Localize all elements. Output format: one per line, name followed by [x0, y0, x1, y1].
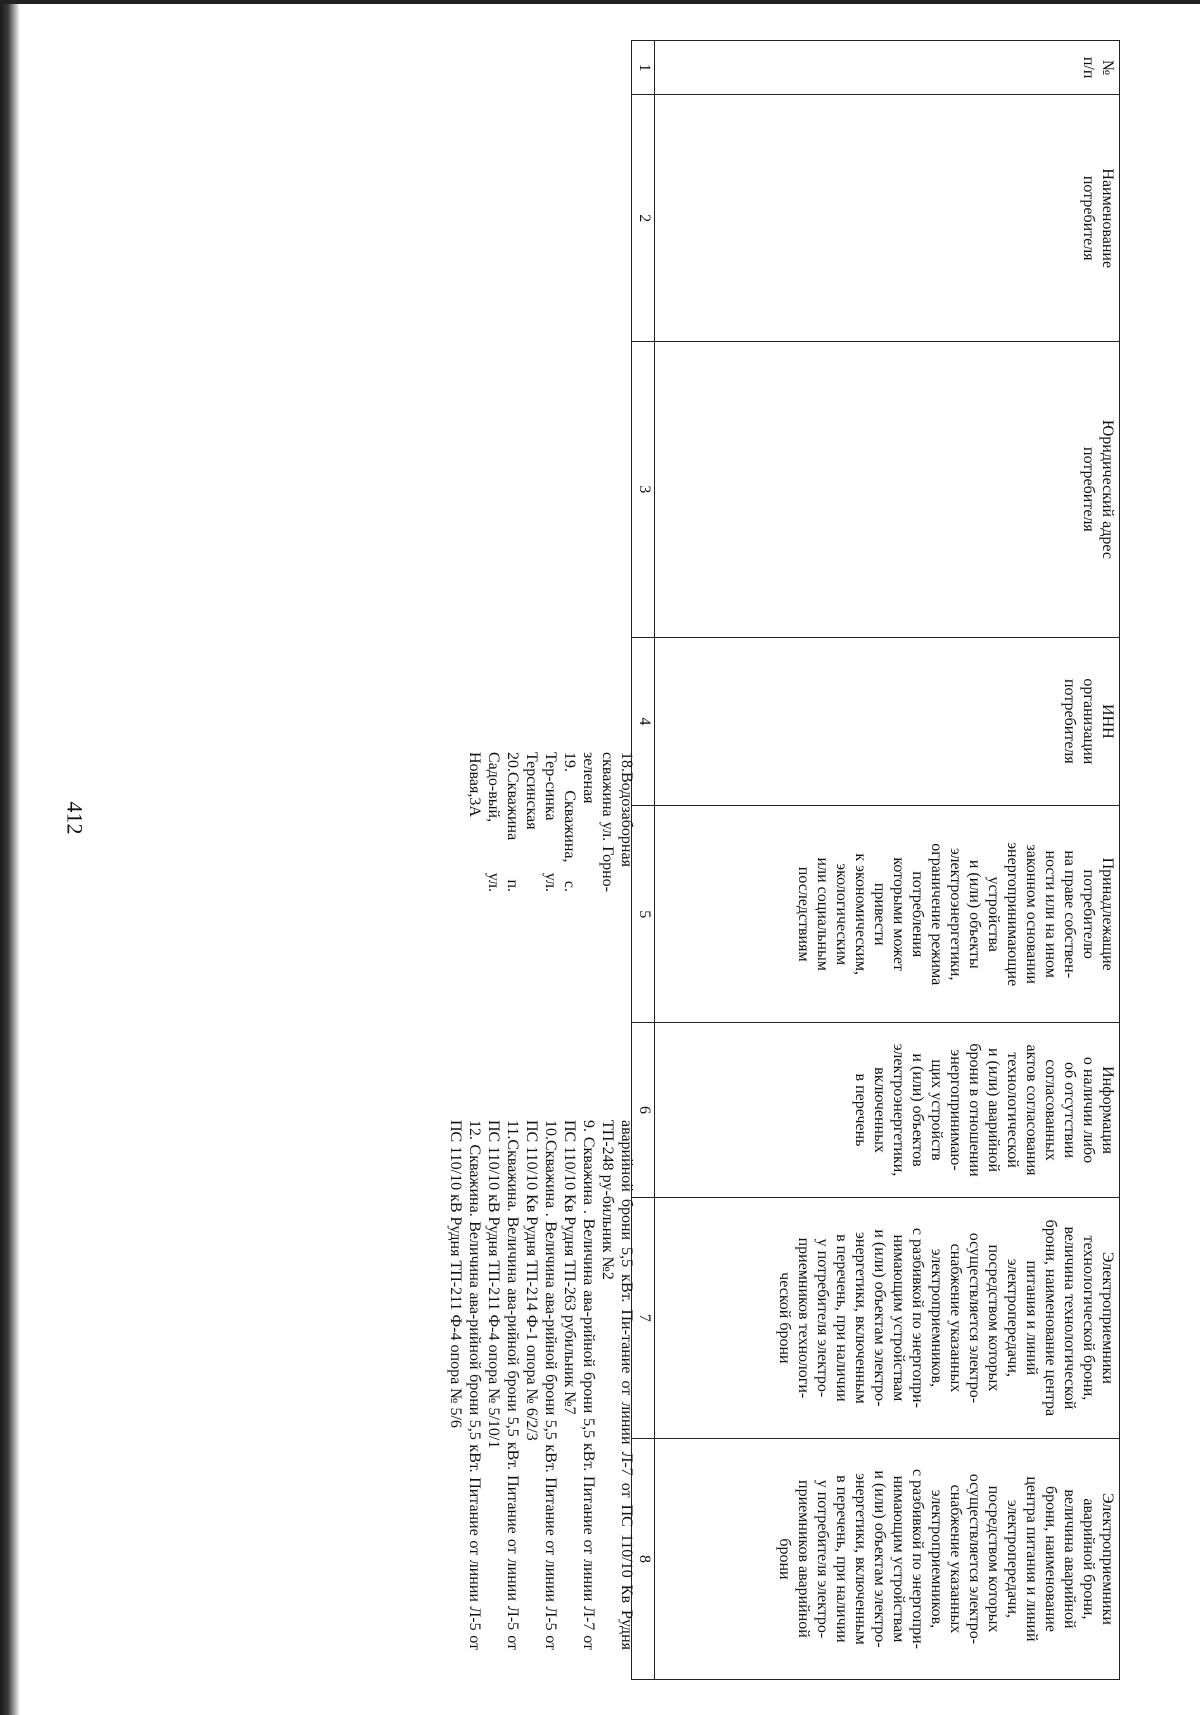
- column-number: 2: [632, 95, 655, 342]
- equipment-list-text: 18.Водозаборная скважина ул. Горно-зеленая 19. Скважина, с. Тер-синка ул. Терсинская 20.Скважина п. Садо-вый, ул. Новая,3А: [466, 752, 635, 892]
- scan-top-edge: [0, 0, 1200, 4]
- header-equipment: Принадлежащие потребителю на праве собствен- ности или на ином законном основании энергопринимающие устройства и (или) объекты электроэнергетики, ограничение режима потребления которыми может привести к экономическим, экологическим или социальным последствиям: [655, 806, 1120, 1023]
- scan-shadow-edge: [0, 0, 20, 1715]
- table-header-row: [655, 41, 1120, 1680]
- column-number: 1: [632, 41, 655, 95]
- header-legal-address: Юридический адрес потребителя: [655, 342, 1120, 637]
- column-number: 7: [632, 1197, 655, 1438]
- column-number: 4: [632, 637, 655, 806]
- header-consumer-name: Наименование потребителя: [655, 95, 1120, 342]
- header-inn: ИНН организации потребителя: [655, 637, 1120, 806]
- header-number: № п/п: [655, 41, 1120, 95]
- column-number: 3: [632, 342, 655, 637]
- header-tech-reserve: Электроприемники технологической брони, величина технологической брони, наименование центра питания и линий электропередачи, посредством которых осуществляется электро- снабжение указанных электроприемников, с разбивкой по энергопри- нимающим устройствам и (или) объектам электро- энергетики, включенным в перечень, при наличии у потребителя электро- приемников технологи- ческой брони: [655, 1197, 1120, 1438]
- header-agreements: Информация о наличии либо об отсутствии согласованных актов согласования технологической и (или) аварийной брони в отношении энергопринимаю- щих устройств и (или) объектов электроэнергетики, включенных в перечень: [655, 1023, 1120, 1198]
- page-number: 412: [62, 801, 88, 835]
- header-emergency-reserve: Электроприемники аварийной брони, величина аварийной брони, наименование центра питания и линий электропередачи, посредством которых осуществляется электро- снабжение указанных электроприемников, с разбивкой по энергопри- нимающим устройствам и (или) объектам электро- энергетики, включенным в перечень, при наличии у потребителя электро- приемников аварийной брони: [655, 1438, 1120, 1679]
- consumer-table: [631, 40, 1120, 1680]
- column-number: 5: [632, 806, 655, 1023]
- rotated-page-content: [60, 40, 1120, 1680]
- column-number: 6: [632, 1023, 655, 1198]
- emergency-reserve-text: аварийной брони 5,5 кВт. Пи-тание от линии Л-7 от ПС 110/10 Кв Рудня ТП-248 ру-бильник №2 9. Скважина . Величина ава-рийной брони 5,5 кВт. Питание от линии Л-7 от ПС 110/10 Кв Рудня ТП-263 рубильник №7 10.Скважина . Величина ава-рийной брони 5,5 кВт. Питание от линии Л-5 от ПС 110/10 Кв Рудня ТП-214 Ф-1 опора № 6/2/3 11.Скважина. Величина ава-рийной брони 5,5 кВт. Питание от линии Л-5 от ПС 110/10 кВ Рудня ТП-211 Ф-4 опора № 5/10/1 12. Скважина. Величина ава-рийной брони 5,5 кВт. Питание от линии Л-5 от ПС 110/10 кВ Рудня ТП-211 Ф-4 опора № 5/6: [447, 1120, 635, 1650]
- column-number: 8: [632, 1438, 655, 1679]
